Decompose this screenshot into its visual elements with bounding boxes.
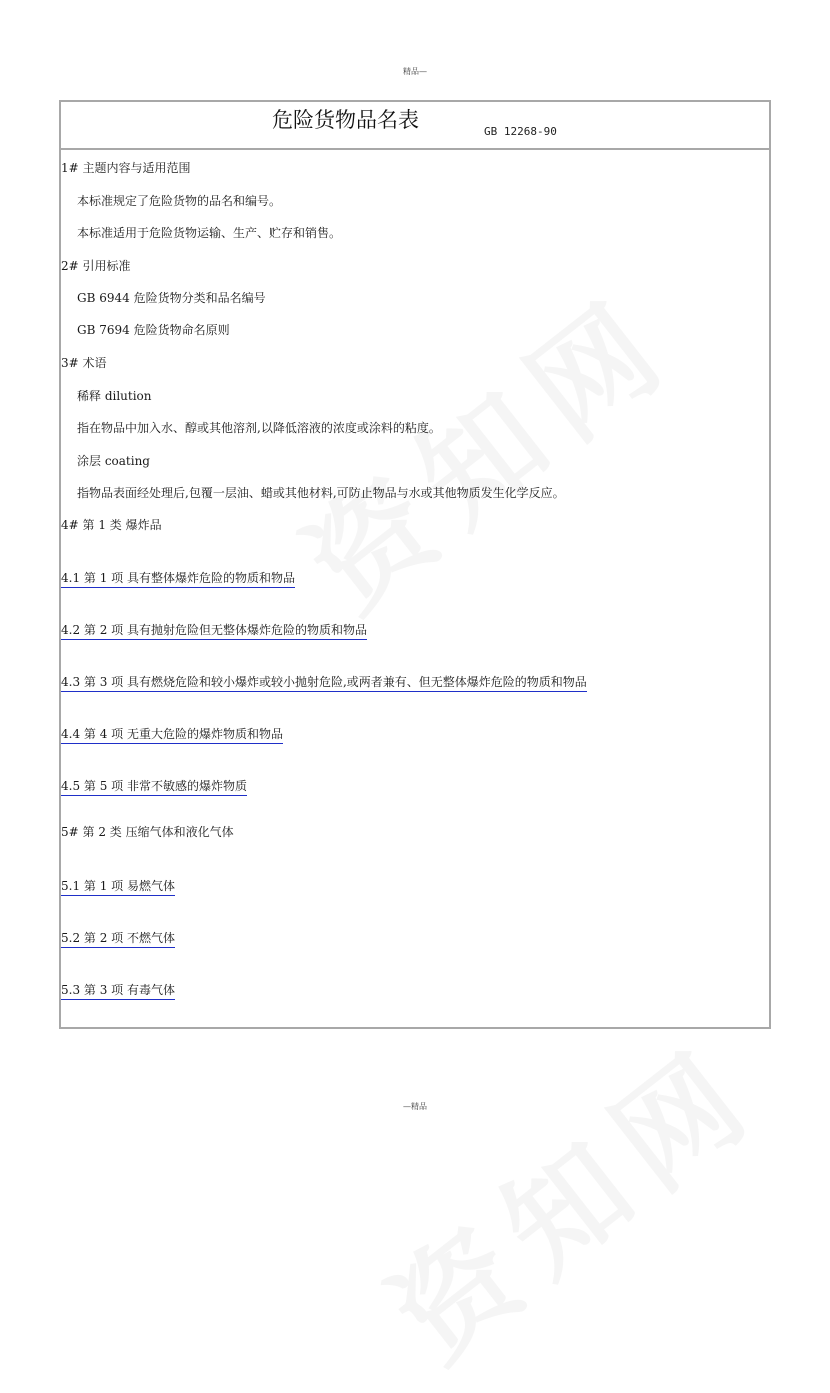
- page-header-mark: 精品—: [403, 67, 427, 76]
- body-line: 本标准适用于危险货物运输、生产、贮存和销售。: [77, 226, 342, 240]
- section-heading-1: 1# 主题内容与适用范围: [61, 161, 191, 175]
- link-item-5-3[interactable]: 5.3 第 3 项 有毒气体: [61, 983, 175, 1000]
- link-item-4-3[interactable]: 4.3 第 3 项 具有燃烧危险和较小爆炸或较小抛射危险,或两者兼有、但无整体爆炸危险的物质和物品: [61, 675, 587, 692]
- term-coating: 涂层 coating: [77, 454, 150, 468]
- document-frame: [59, 100, 771, 1029]
- standard-code: GB 12268-90: [484, 125, 557, 138]
- title-row: [61, 102, 769, 150]
- term-definition: 指物品表面经处理后,包覆一层油、蜡或其他材料,可防止物品与水或其他物质发生化学反应。: [77, 486, 565, 500]
- body-line: 本标准规定了危险货物的品名和编号。: [77, 194, 282, 208]
- link-item-5-2[interactable]: 5.2 第 2 项 不燃气体: [61, 931, 175, 948]
- watermark-lower: [352, 999, 789, 1393]
- term-dilution: 稀释 dilution: [77, 389, 152, 403]
- link-item-5-1[interactable]: 5.1 第 1 项 易燃气体: [61, 879, 175, 896]
- link-item-4-1[interactable]: 4.1 第 1 项 具有整体爆炸危险的物质和物品: [61, 571, 295, 588]
- link-item-4-2[interactable]: 4.2 第 2 项 具有抛射危险但无整体爆炸危险的物质和物品: [61, 623, 367, 640]
- body-line: GB 7694 危险货物命名原则: [77, 323, 230, 337]
- page-footer-mark: —精品: [403, 1102, 427, 1111]
- section-heading-3: 3# 术语: [61, 356, 107, 370]
- section-heading-2: 2# 引用标准: [61, 259, 131, 273]
- link-item-4-4[interactable]: 4.4 第 4 项 无重大危险的爆炸物质和物品: [61, 727, 283, 744]
- link-item-4-5[interactable]: 4.5 第 5 项 非常不敏感的爆炸物质: [61, 779, 247, 796]
- section-heading-4: 4# 第 1 类 爆炸品: [61, 518, 162, 532]
- body-line: GB 6944 危险货物分类和品名编号: [77, 291, 266, 305]
- term-definition: 指在物品中加入水、醇或其他溶剂,以降低溶液的浓度或涂料的粘度。: [77, 421, 441, 435]
- section-heading-5: 5# 第 2 类 压缩气体和液化气体: [61, 825, 234, 839]
- document-title: 危险货物品名表: [272, 108, 419, 132]
